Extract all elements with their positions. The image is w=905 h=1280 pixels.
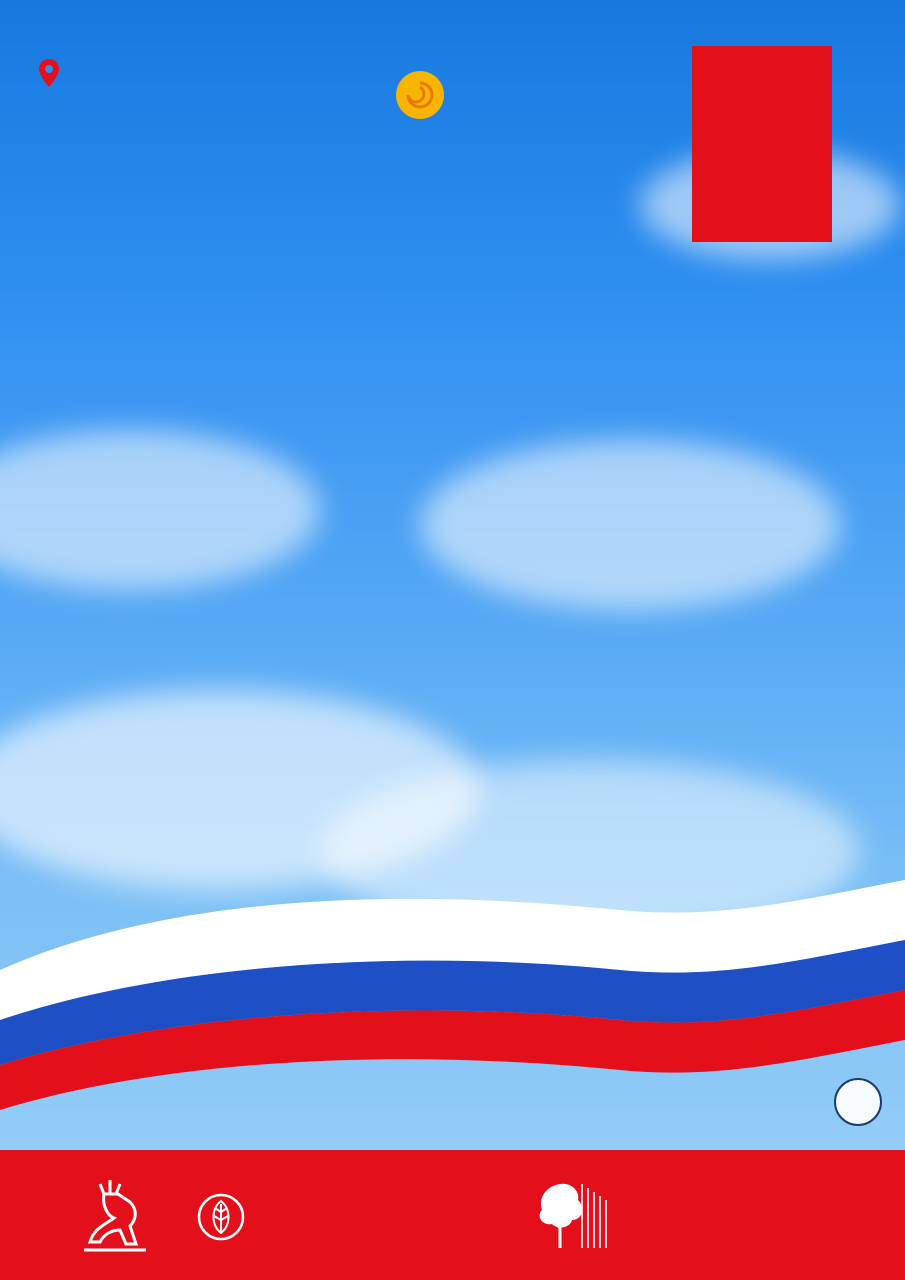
daisy-bullet-icon [436,450,460,474]
daisy-bullet-icon [436,492,460,516]
daisy-bullet-icon [436,532,460,556]
map-pin-icon [38,58,60,88]
daisy-bullet-icon [436,368,460,392]
tree-logo-icon [530,1178,610,1252]
program-item [0,668,905,704]
daisy-bullet-icon [436,572,460,596]
program-item [0,368,905,396]
deer-emblem-icon [80,1176,150,1256]
daisy-bullet-icon [436,408,460,432]
program-item [0,408,905,436]
age-rating-badge [834,1078,882,1126]
daisy-bullet-icon [432,668,464,700]
daisy-cluster [0,780,905,1150]
program-item [0,572,905,600]
leaf-logo-icon [196,1192,246,1242]
date-badge [692,46,832,242]
location-block [38,58,318,88]
daisy-icon [345,20,495,170]
program-item [0,492,905,520]
program-item [0,532,905,560]
program-item [0,614,905,642]
program-list [0,368,905,704]
program-item [0,450,905,478]
footer [0,1150,905,1280]
daisy-bullet-icon [436,614,460,638]
